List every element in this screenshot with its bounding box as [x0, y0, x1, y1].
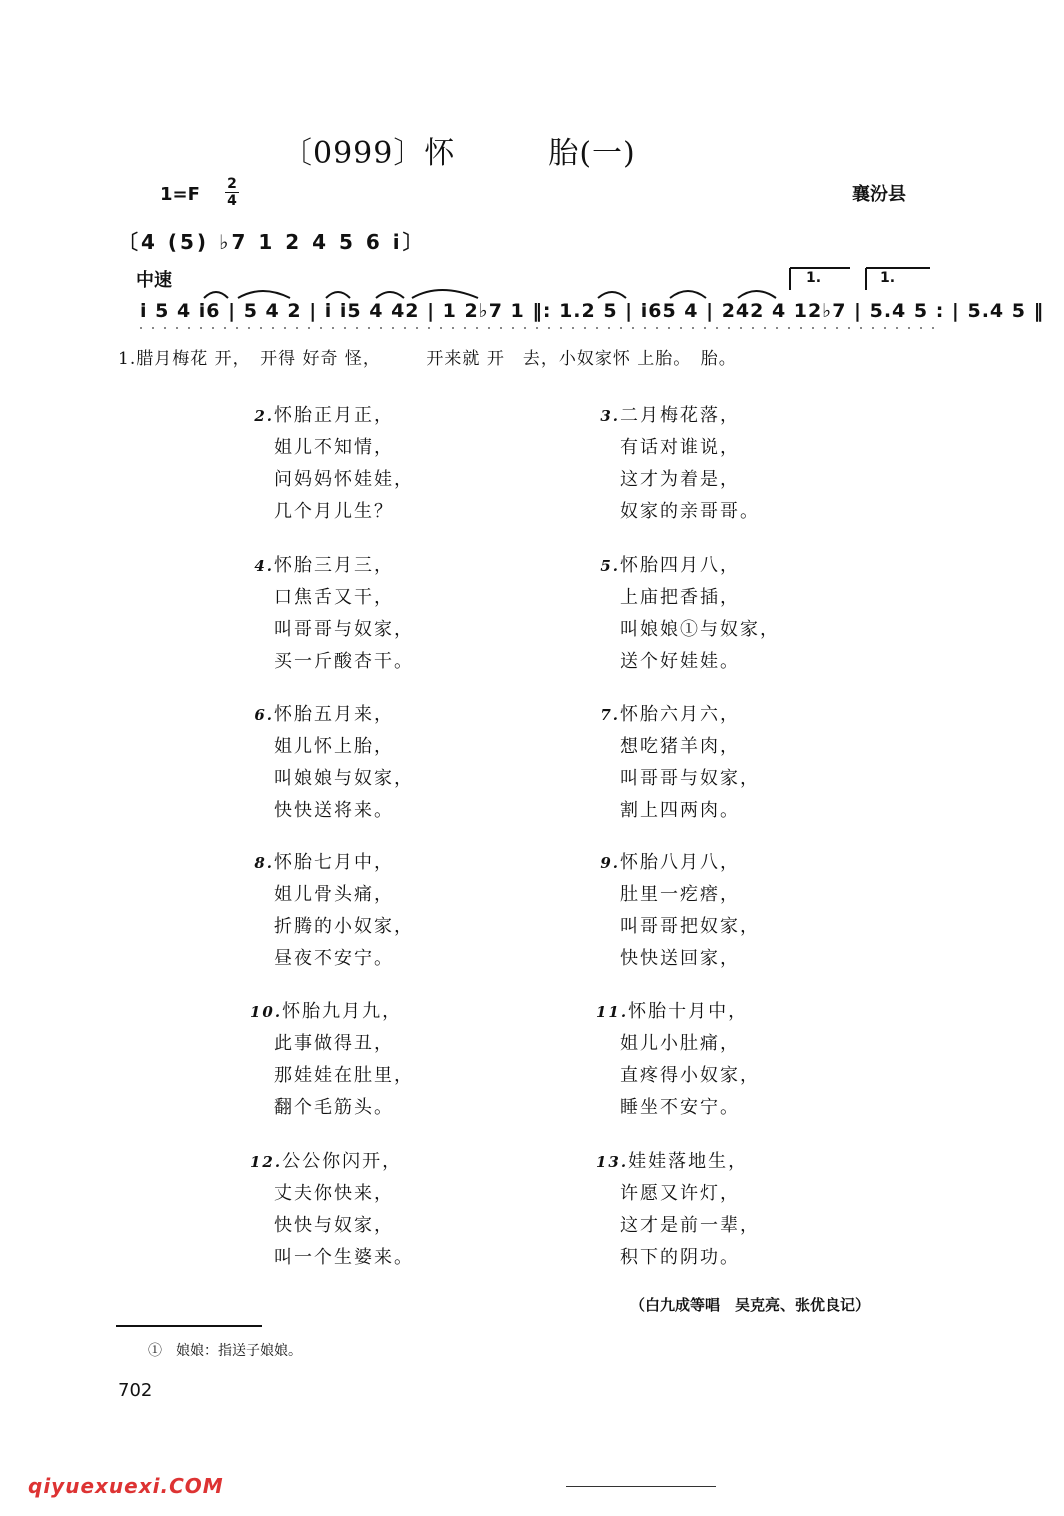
- slur-6: [598, 292, 626, 298]
- verse-line: 奴家的亲哥哥。: [620, 501, 760, 522]
- verse-line: 买一斤酸杏干。: [274, 651, 414, 672]
- verse-line: 怀胎十月中，: [628, 1001, 749, 1022]
- verse-line: 肚里一疙瘩，: [620, 884, 740, 905]
- tempo-marking: 中速: [136, 270, 172, 291]
- slur-2: [238, 291, 290, 298]
- verse-line: 此事做得丑，: [274, 1033, 394, 1054]
- verse-line: 姐儿怀上胎，: [274, 736, 394, 757]
- verse-line: 叫哥哥把奴家，: [620, 916, 760, 937]
- verse-line: 怀胎三月三，: [274, 555, 394, 576]
- verse-line: 快快送回家，: [620, 948, 740, 969]
- verse-5: [596, 550, 780, 678]
- time-signature-top: 2: [227, 176, 237, 192]
- verse-9: [596, 847, 760, 975]
- verse-number: 5.: [600, 557, 620, 575]
- slur-3: [326, 292, 350, 298]
- verse-line: 叫一个生婆来。: [274, 1247, 414, 1268]
- verse-number: 9.: [600, 854, 620, 872]
- region-label: 襄汾县: [852, 184, 906, 205]
- verse-line: 公公你闪开，: [282, 1151, 403, 1172]
- verse-line: 怀胎八月八，: [620, 852, 740, 873]
- verse-line: 积下的阴功。: [620, 1247, 740, 1268]
- verse-line: 这才是前一辈，: [620, 1215, 760, 1236]
- verse-line: 问妈妈怀娃娃，: [274, 469, 414, 490]
- verse-line: 怀胎五月来，: [274, 704, 394, 725]
- verse-line: 上庙把香插，: [620, 587, 740, 608]
- ending-label-1: 1.: [806, 270, 822, 286]
- verse-number: 10.: [250, 1003, 283, 1021]
- verse-line: 姐儿骨头痛，: [274, 884, 394, 905]
- verse-line: 折腾的小奴家，: [274, 916, 414, 937]
- verse-number: 12.: [250, 1153, 283, 1171]
- verse-line: 怀胎正月正，: [274, 405, 394, 426]
- verse-line: 翻个毛筋头。: [274, 1097, 394, 1118]
- footnote: ① 娘娘：指送子娘娘。: [148, 1343, 302, 1359]
- verse-7: [596, 699, 760, 827]
- verse-number: 11.: [596, 1003, 629, 1021]
- verse-line: 直疼得小奴家，: [620, 1065, 760, 1086]
- verse-8: [250, 847, 414, 975]
- verse-number: 2.: [254, 407, 274, 425]
- verse-line: 叫哥哥与奴家，: [274, 619, 414, 640]
- verse-line: 姐儿小肚痛，: [620, 1033, 740, 1054]
- verse-line: 叫娘娘与奴家，: [274, 768, 414, 789]
- verse-3: [596, 400, 760, 528]
- verse-6: [250, 699, 414, 827]
- verse-line: 二月梅花落，: [620, 405, 740, 426]
- verse-12: [250, 1146, 414, 1274]
- verse-line: 睡坐不安宁。: [620, 1097, 740, 1118]
- verse-number: 7.: [600, 706, 620, 724]
- melody-notation: i 5 4 i6 | 5 4 2 | i i5 4 42 | 1 2♭7 1 ‖: 1.2 5 | i65 4 | 242 4 12♭7 | 5.4 5 : | 5.4 5 ‖: [140, 300, 1045, 322]
- footnote-divider: [116, 1325, 262, 1327]
- verse-line: 许愿又许灯，: [620, 1183, 740, 1204]
- slur-4: [376, 292, 404, 298]
- verse-line: 怀胎六月六，: [620, 704, 740, 725]
- slur-1: [204, 292, 228, 298]
- verse-number: 8.: [254, 854, 274, 872]
- verse-line: 快快送将来。: [274, 800, 394, 821]
- key-signature: 1=F: [160, 184, 200, 205]
- verse-number: 6.: [254, 706, 274, 724]
- verse-line: 娃娃落地生，: [628, 1151, 749, 1172]
- slur-7: [670, 291, 706, 298]
- verse-line: 割上四两肉。: [620, 800, 740, 821]
- page-number: 702: [118, 1380, 153, 1401]
- verse-line: 快快与奴家，: [274, 1215, 394, 1236]
- verse-number: 4.: [254, 557, 274, 575]
- verse-line: 丈夫你快来，: [274, 1183, 394, 1204]
- bottom-rule: [566, 1486, 716, 1487]
- verse-line: 叫娘娘①与奴家，: [620, 619, 780, 640]
- verse-line: 有话对谁说，: [620, 437, 740, 458]
- verse-11: [596, 996, 760, 1124]
- time-signature-bottom: 4: [227, 193, 237, 209]
- verse-line: 怀胎七月中，: [274, 852, 394, 873]
- verse-line: 几个月儿生？: [274, 501, 394, 522]
- verse-line: 送个好娃娃。: [620, 651, 740, 672]
- performer-credit: （白九成等唱 吴克亮、张优良记）: [630, 1296, 871, 1314]
- verse-4: [250, 550, 414, 678]
- verse-line: 想吃猪羊肉，: [620, 736, 740, 757]
- verse-line: 这才为着是，: [620, 469, 740, 490]
- page-title: 〔0999〕怀 胎(一): [282, 136, 636, 171]
- slur-8: [738, 291, 776, 298]
- lyric-line-1: 1.腊月梅花 开， 开得 好奇 怪， 开来就 开 去，小奴家怀 上胎。 胎。: [118, 349, 737, 369]
- verse-line: 叫哥哥与奴家，: [620, 768, 760, 789]
- ending-label-2: 1.: [880, 270, 896, 286]
- verse-line: 姐儿不知情，: [274, 437, 394, 458]
- notation-ornaments: [0, 0, 1064, 340]
- verse-line: 那娃娃在肚里，: [274, 1065, 414, 1086]
- verse-2: [250, 400, 414, 528]
- verse-line: 口焦舌又干，: [274, 587, 394, 608]
- verse-line: 昼夜不安宁。: [274, 948, 394, 969]
- verse-line: 怀胎四月八，: [620, 555, 740, 576]
- verse-10: [250, 996, 414, 1124]
- slur-5: [412, 290, 478, 298]
- verse-number: 13.: [596, 1153, 629, 1171]
- watermark-logo: qiyuexuexi.COM: [28, 1474, 224, 1498]
- verse-13: [596, 1146, 760, 1274]
- mode-scale: 〔4 (5) ♭7 1 2 4 5 6 i〕: [118, 230, 426, 254]
- verse-number: 3.: [600, 407, 620, 425]
- verse-line: 怀胎九月九，: [282, 1001, 403, 1022]
